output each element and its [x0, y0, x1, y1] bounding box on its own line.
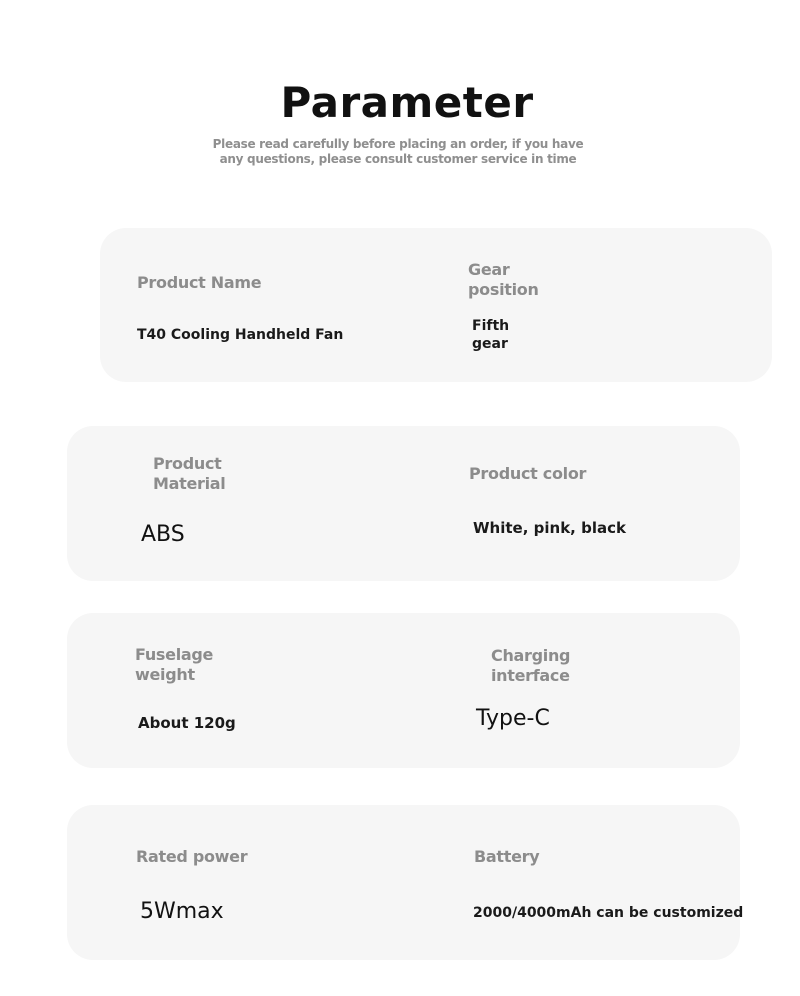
subtitle-line-1: Please read carefully before placing an order, if you have [212, 137, 584, 151]
value-rated-power: 5Wmax [140, 899, 224, 924]
label-battery: Battery [474, 847, 540, 866]
value-product-color: White, pink, black [473, 519, 626, 537]
label-product-material-line-2: Material [153, 474, 226, 493]
label-charging-interface [491, 646, 570, 686]
subtitle-line-2: any questions, please consult customer service in time [219, 152, 577, 166]
label-fuselage-weight-line-1: Fuselage [135, 645, 214, 664]
label-gear-position [468, 260, 539, 300]
label-product-color: Product color [469, 464, 587, 483]
value-battery: 2000/4000mAh can be customized [473, 905, 744, 921]
spec-card-material [67, 426, 740, 581]
label-product-material-line-1: Product [153, 454, 222, 473]
label-gear-position-line-2: position [468, 280, 539, 299]
value-fuselage-weight: About 120g [138, 714, 236, 732]
spec-card-product-name [100, 228, 772, 382]
value-charging-interface: Type-C [476, 706, 550, 731]
value-product-name: T40 Cooling Handheld Fan [137, 327, 344, 343]
spec-card-power [67, 805, 740, 960]
page-title: Parameter [280, 78, 534, 127]
label-fuselage-weight [135, 645, 213, 685]
label-rated-power: Rated power [136, 847, 248, 866]
value-gear-position-line-1: Fifth [472, 318, 510, 334]
label-product-material [153, 454, 225, 494]
spec-card-weight [67, 613, 740, 768]
label-charging-interface-line-2: interface [491, 666, 570, 685]
label-charging-interface-line-1: Charging [491, 646, 571, 665]
value-product-material: ABS [141, 522, 185, 547]
value-gear-position-line-2: gear [472, 336, 508, 352]
label-fuselage-weight-line-2: weight [135, 665, 195, 684]
page-subtitle [0, 137, 796, 167]
label-product-name: Product Name [137, 273, 262, 292]
value-gear-position [472, 317, 509, 353]
label-gear-position-line-1: Gear [468, 260, 510, 279]
